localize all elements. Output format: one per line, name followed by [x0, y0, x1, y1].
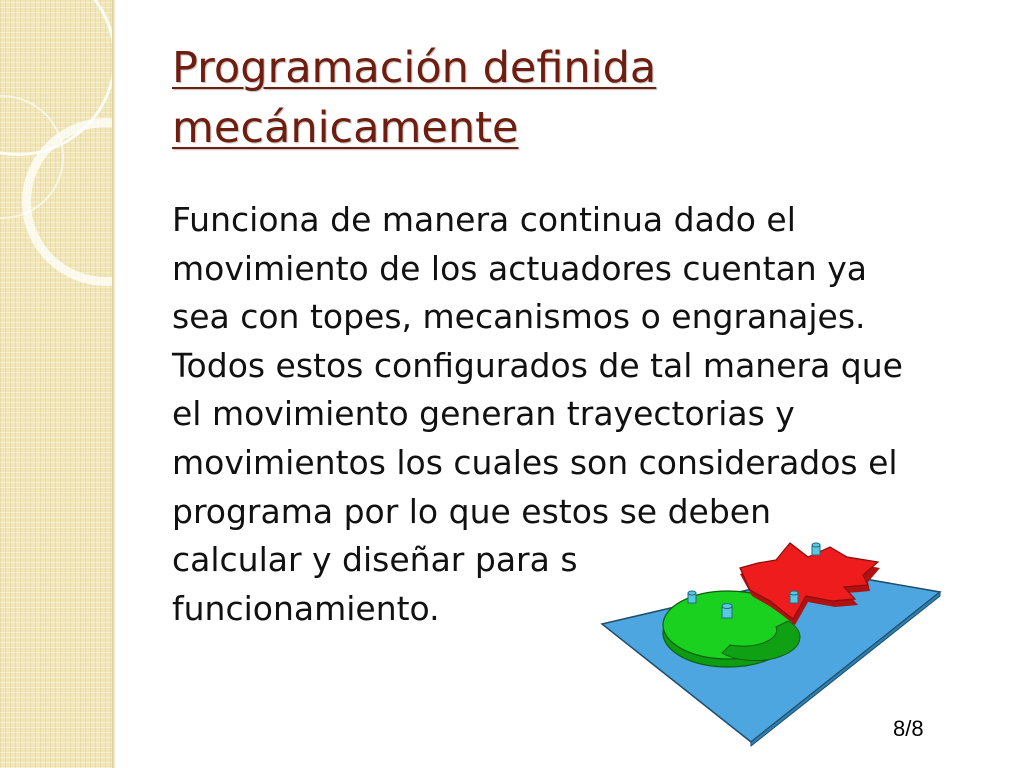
body-line: calcular y diseñar para s — [172, 540, 578, 580]
body-line: movimientos los cuales son considerados el — [172, 442, 898, 482]
slide-title-line: mecánicamente — [172, 103, 519, 153]
decorative-sidebar — [0, 0, 112, 768]
body-line: Todos estos configurados de tal manera que — [172, 345, 903, 385]
slide-title — [172, 38, 992, 158]
pin-top — [722, 604, 732, 609]
sidebar-divider — [112, 0, 116, 768]
page-number: 8/8 — [893, 716, 924, 741]
body-line: movimiento de los actuadores cuentan ya — [172, 248, 867, 288]
pin-top — [790, 591, 798, 595]
slide-title-line: Programación definida — [172, 43, 657, 93]
pin-top — [812, 543, 820, 547]
body-line: sea con topes, mecanismos o engranajes. — [172, 297, 866, 337]
body-line: el movimiento generan trayectorias y — [172, 394, 795, 434]
body-line: Funciona de manera continua dado el — [172, 200, 796, 239]
body-line: funcionamiento. — [172, 588, 440, 628]
pin-top — [688, 591, 696, 595]
body-line: programa por lo que estos se deben — [172, 491, 771, 531]
